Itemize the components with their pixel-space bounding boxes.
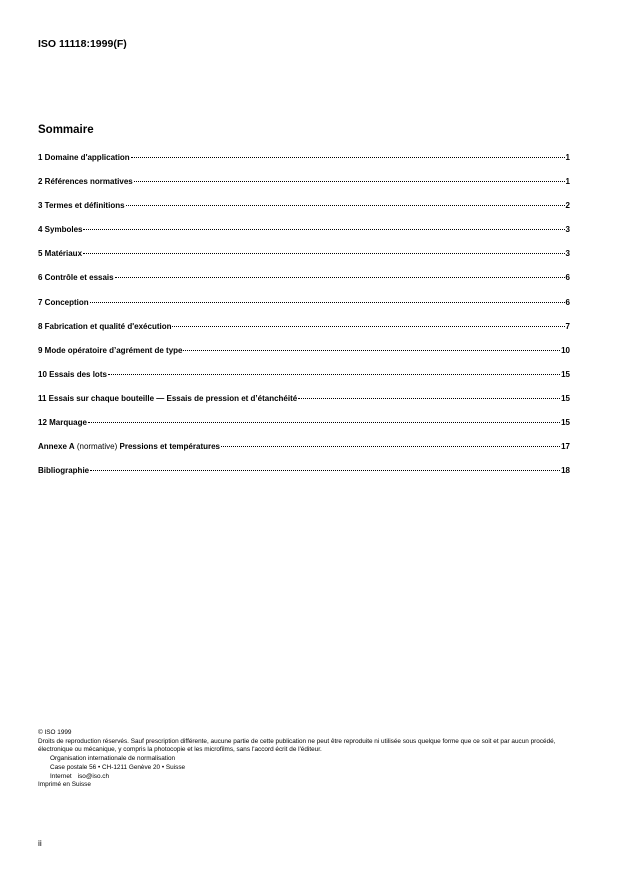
annex-prefix: Annexe A (38, 442, 75, 452)
email-link[interactable]: iso@iso.ch (77, 772, 110, 780)
toc-entry-label (38, 442, 220, 451)
printed-in: Imprimé en Suisse (38, 781, 91, 789)
toc-entry[interactable] (38, 153, 570, 177)
toc-leader-dots (298, 398, 560, 399)
toc-entry-page: 2 (565, 201, 570, 211)
toc-entry[interactable] (38, 370, 570, 394)
copyright-rights: Droits de reproduction réservés. Sauf prescription différente, aucune partie de cette publication ne peut être reproduite ni utilisée sous quelque forme que ce soit et par aucun procédé, électronique ou mécanique, y compris la photocopie et les microfilms, sans l'accord écrit de l'éditeur. (38, 737, 556, 754)
organization-name: Organisation internationale de normalisation (50, 755, 176, 763)
toc-entry[interactable] (38, 346, 570, 370)
toc-leader-dots (131, 157, 565, 158)
toc-leader-dots (108, 374, 560, 375)
toc-leader-dots (83, 253, 565, 254)
internet-label: Internet (50, 772, 72, 780)
toc-leader-dots (183, 350, 560, 351)
toc-entry-label: 11 Essais sur chaque bouteille — Essais de pression et d’étanchéité (38, 393, 298, 403)
toc-leader-dots (90, 470, 560, 471)
toc-leader-dots (115, 277, 565, 278)
copyright-notice: © ISO 1999 (38, 729, 72, 736)
toc-entry-label: 9 Mode opératoire d’agrément de type (38, 345, 183, 355)
toc-leader-dots (172, 326, 564, 327)
toc-entry-page: 6 (565, 273, 570, 283)
toc-entry-page: 3 (565, 225, 570, 235)
internet-contact (38, 773, 583, 782)
toc-entry[interactable] (38, 394, 570, 418)
toc-entry-page: 6 (565, 297, 570, 307)
toc-entry[interactable] (38, 225, 570, 249)
toc-leader-dots (134, 181, 565, 182)
toc-entry[interactable] (38, 249, 570, 273)
toc-entry-label: 2 Références normatives (38, 177, 133, 187)
toc-entry-label: 3 Termes et définitions (38, 201, 125, 211)
toc-entry-label: Bibliographie (38, 466, 90, 476)
toc-entry-page: 18 (561, 466, 570, 476)
toc-leader-dots (88, 422, 560, 423)
toc-entry-label: 6 Contrôle et essais (38, 273, 114, 283)
annex-title: Pressions et températures (117, 442, 221, 452)
copyright-block (38, 729, 583, 790)
toc-entry-page: 15 (561, 393, 570, 403)
toc-entry-page: 1 (565, 177, 570, 187)
toc-entry-label: 8 Fabrication et qualité d'exécution (38, 321, 172, 331)
toc-leader-dots (83, 229, 564, 230)
toc-entry-page: 15 (561, 418, 570, 428)
toc-entry[interactable] (38, 298, 570, 322)
annex-type: (normative) (74, 442, 118, 452)
toc-entry[interactable] (38, 273, 570, 297)
toc-entry-page: 17 (561, 442, 570, 452)
toc-entry-page: 1 (565, 153, 570, 162)
toc-entry-label: 12 Marquage (38, 418, 87, 428)
toc-leader-dots (126, 205, 565, 206)
toc-leader-dots (90, 302, 565, 303)
toc-entry-label: 10 Essais des lots (38, 369, 107, 379)
document-id: ISO 11118:1999(F) (38, 38, 127, 50)
toc-entry-annex[interactable] (38, 442, 570, 466)
toc-entry[interactable] (38, 418, 570, 442)
toc-entry[interactable] (38, 322, 570, 346)
toc-entry-page: 3 (565, 249, 570, 259)
toc-entry-label: 1 Domaine d'application (38, 153, 130, 162)
toc-entry-label: 5 Matériaux (38, 249, 83, 259)
toc-entry-page: 7 (565, 321, 570, 331)
organization-address: Case postale 56 • CH-1211 Genève 20 • Suisse (50, 763, 186, 771)
toc-title: Sommaire (38, 124, 94, 136)
toc-entry-label: 4 Symboles (38, 225, 83, 235)
page-number: ii (38, 838, 42, 848)
toc-entry[interactable] (38, 466, 570, 490)
toc-entry-page: 10 (561, 345, 570, 355)
toc-entry[interactable] (38, 201, 570, 225)
toc-leader-dots (221, 446, 560, 447)
table-of-contents (38, 153, 570, 490)
toc-entry-page: 15 (561, 369, 570, 379)
toc-entry[interactable] (38, 177, 570, 201)
toc-entry-label: 7 Conception (38, 297, 89, 307)
